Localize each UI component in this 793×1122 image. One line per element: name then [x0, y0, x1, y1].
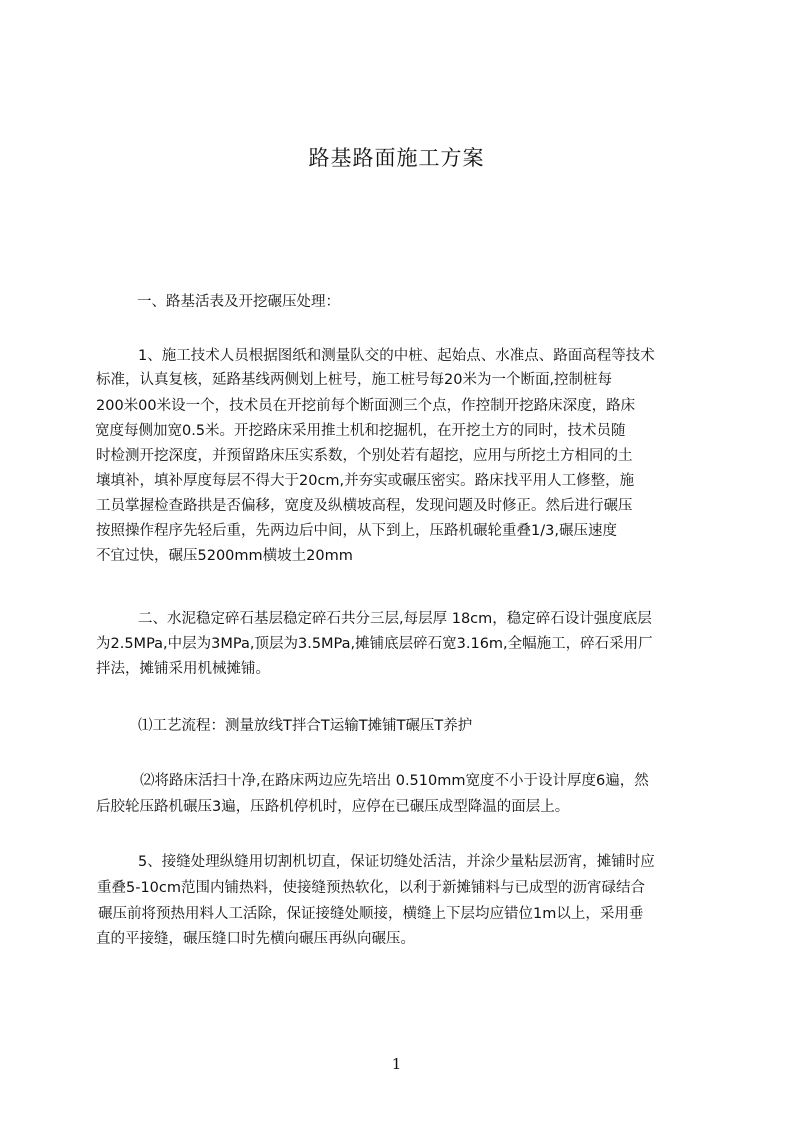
page-number: 1: [391, 1055, 402, 1073]
paragraph-line: 二、水泥稳定碎石基层稳定碎石共分三层,每层厚 18cm，稳定碎石设计强度底层: [138, 611, 652, 627]
paragraph-line: 200米00米设一个，技术员在开挖前每个断面测三个点，作控制开挖路床深度，路床: [96, 398, 636, 414]
paragraph-line: 拌法，摊铺采用机械摊铺。: [96, 661, 270, 677]
paragraph-line: 不宜过快，碾压5200mm横坡土20mm: [96, 548, 353, 564]
paragraph-line: 碾压前将预热用料人工活除，保证接缝处顺接，横缝上下层均应错位1m以上，采用垂: [98, 906, 644, 922]
paragraph-line: 宽度每侧加宽0.5米。开挖路床采用推土机和挖掘机，在开挖土方的同时，技术员随: [95, 423, 626, 439]
process-flow-step: ⑴工艺流程：测量放线T拌合T运输T摊铺T碾压T养护: [138, 718, 473, 734]
paragraph-line: 时检测开挖深度，并预留路床压实系数，个别处若有超挖，应用与所挖土方相同的土: [96, 448, 633, 464]
document-title: 路基路面施工方案: [308, 146, 485, 170]
paragraph-line: 按照操作程序先轻后重，先两边后中间，从下到上，压路机碾轮重叠1/3,碾压速度: [96, 523, 617, 539]
paragraph-line: 壤填补，填补厚度每层不得大于20cm,并夯实或碾压密实。路床找平用人工修整，施: [96, 473, 635, 489]
paragraph-line: 重叠5-10cm范围内铺热料，使接缝预热软化，以利于新摊铺料与已成型的沥宵碌结合: [97, 880, 646, 896]
paragraph-line: ⑵将路床活扫十净,在路床两边应先培出 0.510mm宽度不小于设计厚度6遍，然: [140, 773, 649, 789]
paragraph-line: 1、施工技术人员根据图纸和测量队交的中桩、起始点、水准点、路面高程等技术: [138, 348, 655, 364]
paragraph-line: 为2.5MPa,中层为3MPa,顶层为3.5MPa,摊铺底层碎石宽3.16m,全幅施工，碎石采用厂: [96, 636, 653, 652]
paragraph-line: 5、接缝处理纵缝用切割机切直，保证切缝处活洁，并涂少量粘层沥宵，摊铺时应: [138, 854, 655, 870]
section-heading: 一、路基活表及开挖碾压处理：: [137, 294, 340, 310]
paragraph-line: 后胶轮压路机碾压3遍，压路机停机时，应停在已碾压成型降温的面层上。: [96, 799, 570, 815]
paragraph-line: 直的平接缝，碾压缝口时先横向碾压再纵向碾压。: [96, 931, 415, 947]
paragraph-line: 工员掌握检查路拱是否偏移，宽度及纵横坡高程，发现问题及时修正。然后进行碾压: [96, 498, 633, 514]
paragraph-line: 标准，认真复核，延路基线两侧划上桩号，施工桩号每20米为一个断面,控制桩每: [96, 372, 613, 388]
